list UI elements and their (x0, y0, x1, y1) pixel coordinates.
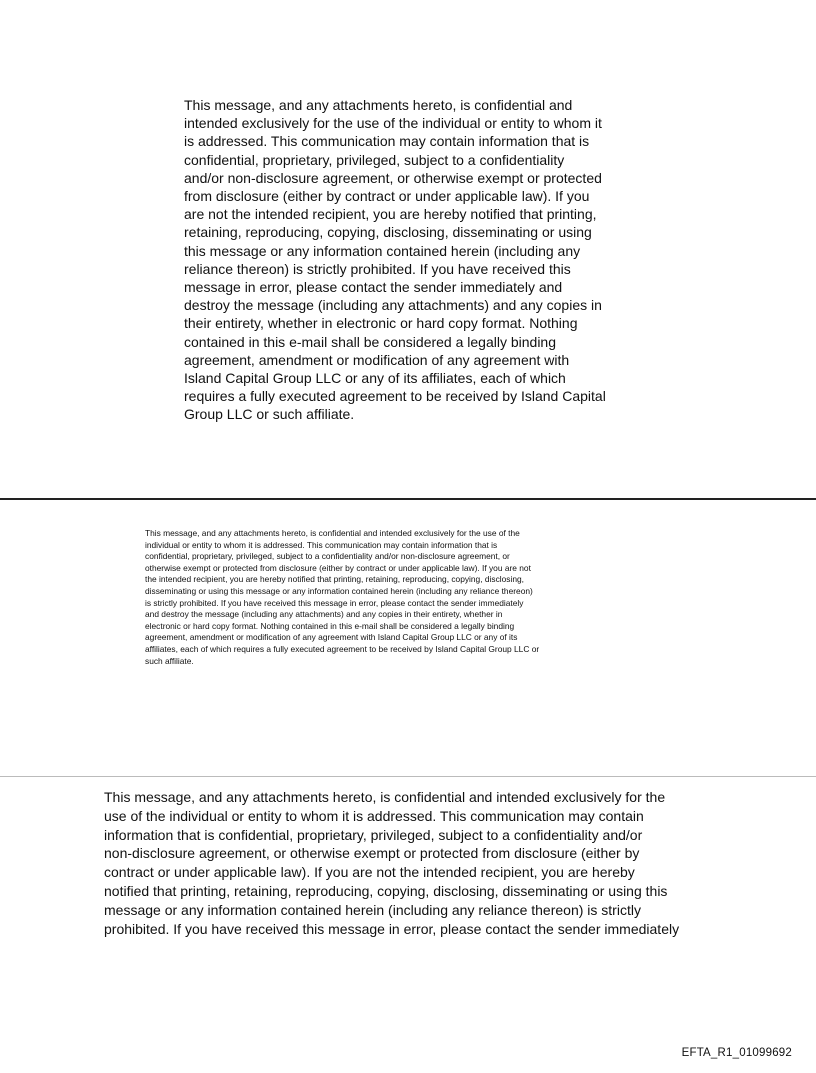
disclaimer-block-middle: This message, and any attachments hereto, is confidential and intended exclusively for the use of the individual or entity to whom it is addressed. This communication may contain information that is confidential, proprietary, privileged, subject to a confidentiality and/or non-disclosure agreement, or otherwise exempt or protected from disclosure (either by contract or under applicable law). If you are not the intended recipient, you are hereby notified that printing, retaining, reproducing, copying, disclosing, disseminating or using this message or any information contained herein (including any reliance thereon) is strictly prohibited. If you have received this message in error, please contact the sender immediately and destroy the message (including any attachments) and any copies in their entirety, whether in electronic or hard copy format. Nothing contained in this e-mail shall be considered a legally binding agreement, amendment or modification of any agreement with Island Capital Group LLC or any of its affiliates, each of which requires a fully executed agreement to be received by Island Capital Group LLC or such affiliate. (145, 528, 540, 666)
disclaimer-block-top: This message, and any attachments hereto, is confidential and intended exclusively for the use of the individual or entity to whom it is addressed. This communication may contain information that is confidential, proprietary, privileged, subject to a confidentiality and/or non-disclosure agreement, or otherwise exempt or protected from disclosure (either by contract or under applicable law). If you are not the intended recipient, you are hereby notified that printing, retaining, reproducing, copying, disclosing, disseminating or using this message or any information contained herein (including any reliance thereon) is strictly prohibited. If you have received this message in error, please contact the sender immediately and destroy the message (including any attachments) and any copies in their entirety, whether in electronic or hard copy format. Nothing contained in this e-mail shall be considered a legally binding agreement, amendment or modification of any agreement with Island Capital Group LLC or any of its affiliates, each of which requires a fully executed agreement to be received by Island Capital Group LLC or such affiliate. (184, 97, 606, 423)
disclaimer-block-bottom: This message, and any attachments hereto, is confidential and intended exclusively for the use of the individual or entity to whom it is addressed. This communication may contain information that is confidential, proprietary, privileged, subject to a confidentiality and/or non-disclosure agreement, or otherwise exempt or protected from disclosure (either by contract or under applicable law). If you are not the intended recipient, you are hereby notified that printing, retaining, reproducing, copying, disclosing, disseminating or using this message or any information contained herein (including any reliance thereon) is strictly prohibited. If you have received this message in error, please contact the sender immediately (104, 789, 680, 937)
divider-line (0, 498, 816, 500)
divider-line-thin (0, 776, 816, 777)
document-id-footer: EFTA_R1_01099692 (681, 1047, 792, 1059)
